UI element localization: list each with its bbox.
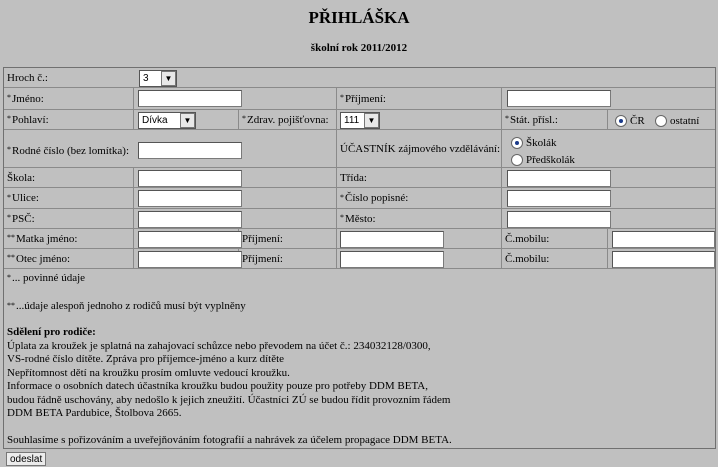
matka-prijmeni-input[interactable] xyxy=(340,231,444,248)
prijmeni-label-cell xyxy=(337,88,502,109)
required-star: * xyxy=(340,93,344,102)
psc-input[interactable] xyxy=(138,211,242,228)
message-title: Sdělení pro rodiče: xyxy=(7,326,96,338)
psc-label: PSČ: xyxy=(12,212,35,225)
mesto-label: Město: xyxy=(345,212,376,225)
note-required-text: ... povinné údaje xyxy=(12,272,86,284)
psc-label-cell xyxy=(4,209,134,228)
matka-label-cell xyxy=(4,229,134,248)
otec-prijmeni-input[interactable] xyxy=(340,251,444,268)
required-star: * xyxy=(7,213,11,222)
page-title: PŘIHLÁŠKA xyxy=(308,8,410,27)
skola-label-cell xyxy=(4,168,134,187)
mesto-input[interactable] xyxy=(507,211,611,228)
prijmeni-label: Příjmení: xyxy=(345,92,386,105)
predskolak-label: Předškolák xyxy=(526,154,575,166)
otec-prijmeni-label-cell xyxy=(239,249,337,268)
matka-label: Matka jméno: xyxy=(16,232,78,245)
otec-mobil-input[interactable] xyxy=(612,251,715,268)
cislo-popisne-label: Číslo popisné: xyxy=(345,192,409,204)
matka-mobil-label-cell xyxy=(502,229,608,248)
jmeno-input[interactable] xyxy=(138,90,242,107)
message-line: DDM BETA Pardubice, Štolbova 2665. xyxy=(7,407,182,419)
message-line: Úplata za kroužek je splatná na zahajovací schůzce nebo převodem na účet č.: 234032128/0300, xyxy=(7,339,431,352)
required-star: * xyxy=(242,114,246,123)
otec-label-cell xyxy=(4,249,134,268)
trida-label-cell xyxy=(337,168,502,187)
parent-message xyxy=(7,326,450,421)
pohlavi-label-cell xyxy=(4,110,134,129)
required-star: * xyxy=(340,192,344,202)
application-form xyxy=(3,67,716,449)
trida-input[interactable] xyxy=(507,170,611,187)
radio-selected-icon xyxy=(511,137,523,149)
row-street xyxy=(4,188,715,209)
skola-input[interactable] xyxy=(138,170,242,187)
parent-star: ** xyxy=(7,301,15,310)
pojistovna-label: Zdrav. pojišťovna: xyxy=(247,113,329,126)
row-name xyxy=(4,88,715,110)
pohlavi-value: Dívka xyxy=(142,115,168,126)
row-hroch xyxy=(4,68,715,88)
otec-mobil-label: Č.mobilu: xyxy=(505,252,550,265)
matka-jmeno-input[interactable] xyxy=(138,231,242,248)
message-line: Nepřítomnost dětí na kroužku prosím omluvte vedoucí kroužku. xyxy=(7,366,290,379)
ulice-label: Ulice: xyxy=(12,192,39,204)
cislo-popisne-label-cell xyxy=(337,188,502,208)
note-required xyxy=(7,272,85,286)
hroch-value: 3 xyxy=(143,73,149,84)
row-city xyxy=(4,209,715,229)
hroch-label: Hroch č.: xyxy=(7,72,48,84)
required-star: * xyxy=(7,114,11,123)
ulice-label-cell xyxy=(4,188,134,208)
radio-empty-icon xyxy=(655,115,667,127)
chevron-down-icon: ▼ xyxy=(364,113,379,128)
stat-other-label: ostatní xyxy=(670,115,700,127)
radio-empty-icon xyxy=(511,154,523,166)
required-star: * xyxy=(340,213,344,222)
radio-selected-icon xyxy=(615,115,627,127)
stat-radio-cr[interactable] xyxy=(615,113,645,128)
pohlavi-label: Pohlaví: xyxy=(12,113,49,126)
matka-prijmeni-label: Příjmení: xyxy=(242,232,283,245)
stat-cr-label: ČR xyxy=(630,115,645,127)
required-star: * xyxy=(505,114,509,123)
pojistovna-value: 111 xyxy=(344,115,360,126)
otec-prijmeni-label: Příjmení: xyxy=(242,252,283,265)
required-star: * xyxy=(7,145,11,154)
pohlavi-select[interactable] xyxy=(138,112,196,129)
stat-label: Stát. přísl.: xyxy=(510,113,558,126)
cislo-popisne-input[interactable] xyxy=(507,190,611,207)
message-line: VS-rodné číslo dítěte. Zpráva pro příjemce-jméno a kurz dítěte xyxy=(7,353,285,365)
ulice-input[interactable] xyxy=(138,190,242,207)
chevron-down-icon: ▼ xyxy=(180,113,195,128)
message-line: budou řádně uschovány, aby nedošlo k jejich zneužití. Účastníci ZÚ se budou řídit provozním řádem xyxy=(7,393,451,406)
school-year: školní rok 2011/2012 xyxy=(310,42,408,54)
stat-radio-other[interactable] xyxy=(655,113,699,128)
otec-label: Otec jméno: xyxy=(16,252,71,265)
jmeno-label: Jméno: xyxy=(12,92,44,105)
message-line: Informace o osobních datech účastníka kroužku budou použity pouze pro potřeby DDM BETA, xyxy=(7,380,428,392)
row-gender xyxy=(4,110,715,130)
otec-jmeno-input[interactable] xyxy=(138,251,242,268)
row-father xyxy=(4,249,715,269)
skola-label: Škola: xyxy=(7,171,36,184)
parent-star: ** xyxy=(7,233,15,242)
otec-mobil-label-cell xyxy=(502,249,608,268)
note-parent-text: ...údaje alespoň jednoho z rodičů musí být vyplněny xyxy=(16,300,246,312)
trida-label: Třída: xyxy=(340,171,367,184)
matka-prijmeni-label-cell xyxy=(239,229,337,248)
submit-button[interactable]: odeslat xyxy=(6,452,46,466)
rodne-cislo-label: Rodné číslo (bez lomítka): xyxy=(12,144,129,157)
stat-label-cell xyxy=(502,110,608,129)
ucastnik-radio-skolak[interactable] xyxy=(511,135,557,150)
skolak-label: Školák xyxy=(526,137,557,149)
required-star: * xyxy=(7,93,11,102)
hroch-select[interactable] xyxy=(139,70,177,87)
note-parent xyxy=(7,300,246,314)
matka-mobil-label: Č.mobilu: xyxy=(505,232,550,245)
required-star: * xyxy=(7,192,11,202)
rodne-cislo-input[interactable] xyxy=(138,142,242,159)
row-school xyxy=(4,168,715,188)
row-mother xyxy=(4,229,715,249)
pojistovna-select[interactable] xyxy=(340,112,380,129)
prijmeni-input[interactable] xyxy=(507,90,611,107)
matka-mobil-input[interactable] xyxy=(612,231,715,248)
consent-text: Souhlasíme s pořizováním a uveřejňováním fotografií a nahrávek za účelem propagace DDM BETA. xyxy=(7,434,452,446)
parent-star: ** xyxy=(7,253,15,262)
ucastnik-label-cell xyxy=(337,130,502,167)
mesto-label-cell xyxy=(337,209,502,228)
chevron-down-icon: ▼ xyxy=(161,71,176,86)
ucastnik-label: ÚČASTNÍK zájmového vzdělávání: xyxy=(340,142,501,155)
ucastnik-radio-predskolak[interactable] xyxy=(511,152,575,167)
jmeno-label-cell xyxy=(4,88,134,109)
required-star: * xyxy=(7,273,11,282)
pojistovna-label-cell xyxy=(239,110,337,129)
row-birth-number xyxy=(4,130,715,168)
